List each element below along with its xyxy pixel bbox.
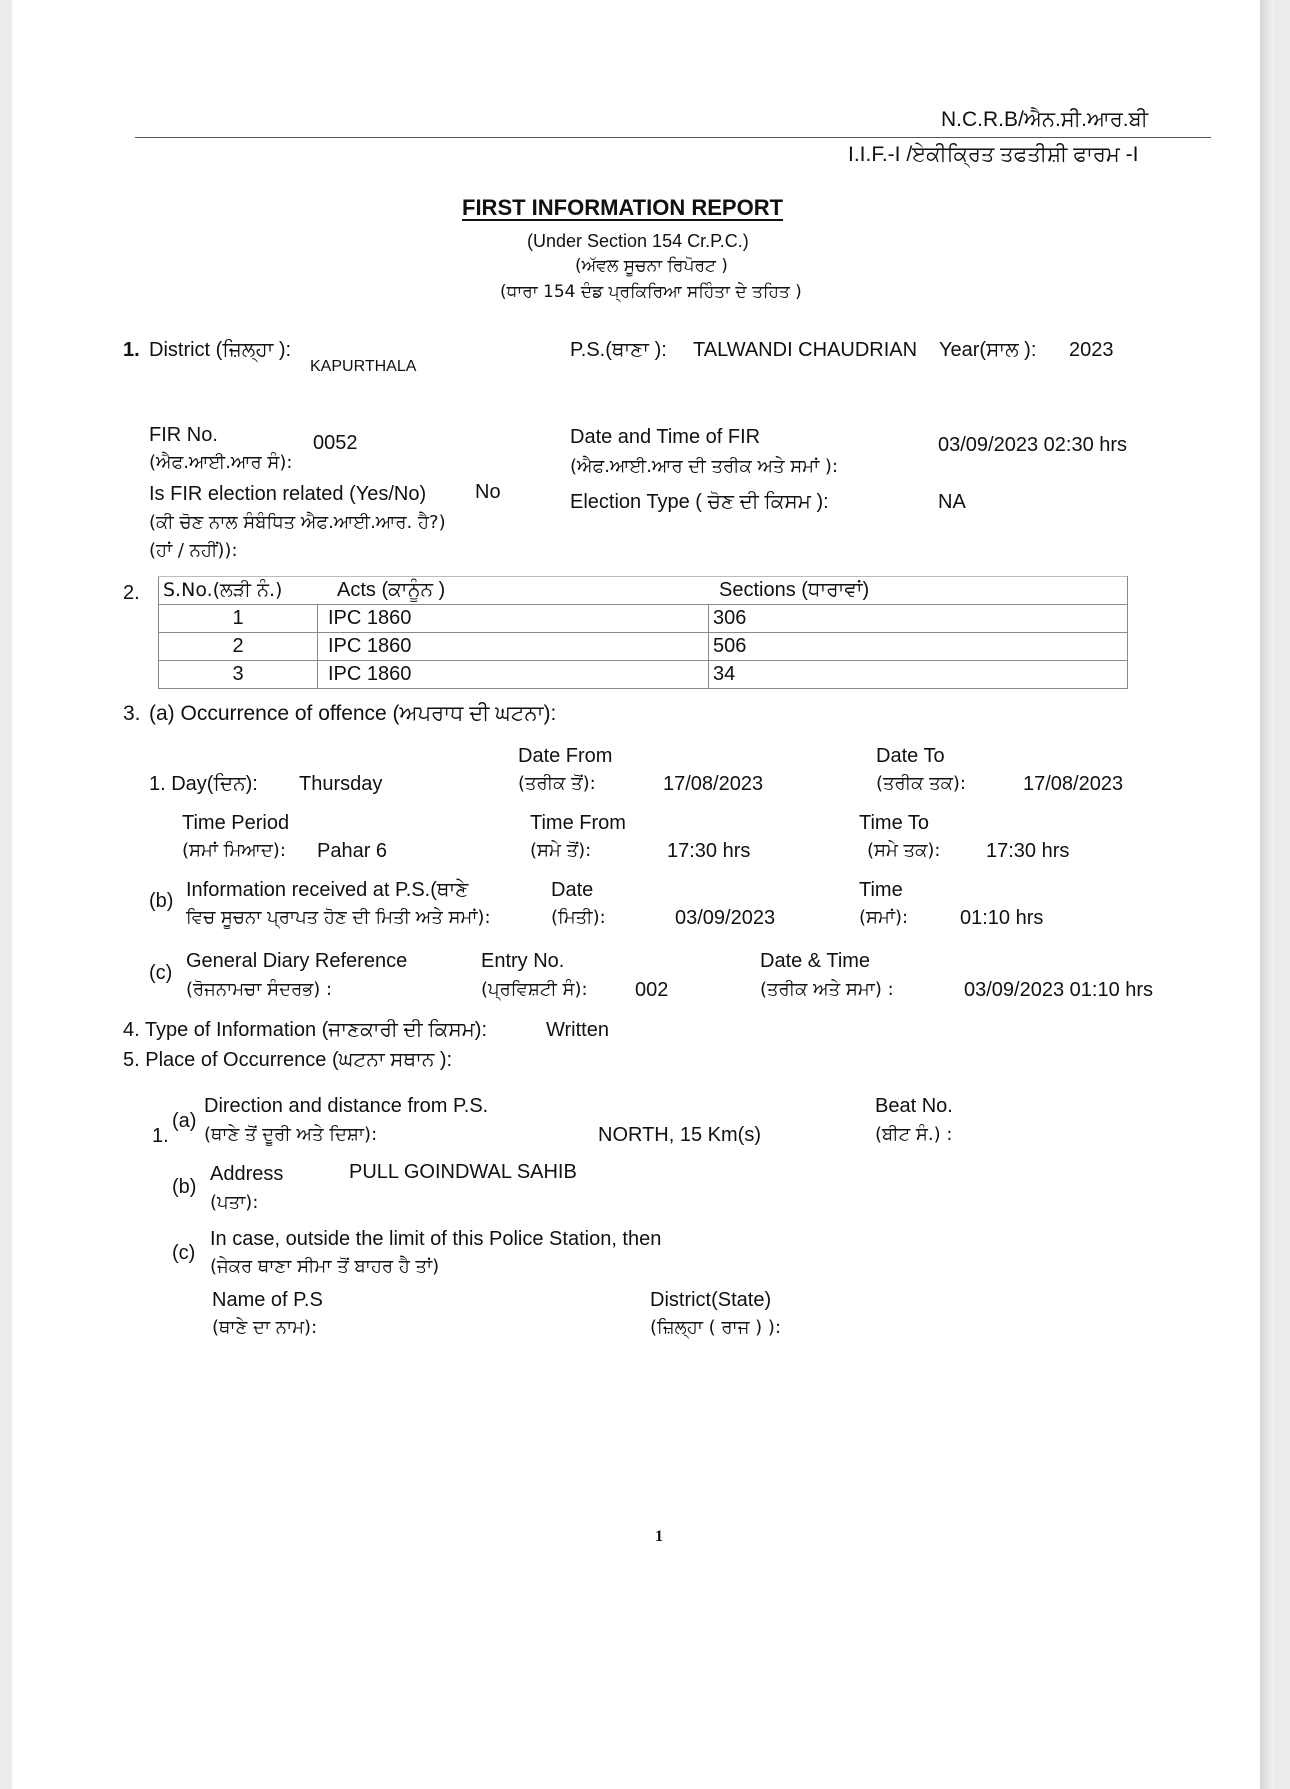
- name-of-ps-label: Name of P.S: [212, 1289, 323, 1311]
- section-2-number: 2.: [123, 582, 140, 604]
- row-act: IPC 1860: [318, 661, 709, 689]
- fir-no-label: FIR No.: [149, 424, 218, 446]
- beat-no-label: Beat No.: [875, 1095, 953, 1117]
- entry-no-label: Entry No.: [481, 950, 565, 972]
- info-date-value: 03/09/2023: [675, 907, 776, 929]
- info-time-value: 01:10 hrs: [960, 907, 1044, 929]
- year-value: 2023: [1069, 339, 1114, 361]
- info-received-marker: (b): [149, 890, 174, 912]
- row-sno: 3: [159, 661, 318, 689]
- fir-no-value: 0052: [313, 432, 358, 454]
- day-label: 1. Day(ਦਿਨ):: [149, 773, 258, 795]
- date-to-value: 17/08/2023: [1023, 773, 1124, 795]
- address-marker: (b): [172, 1176, 197, 1198]
- row-act: IPC 1860: [318, 605, 709, 633]
- info-date-label: Date: [551, 879, 594, 901]
- info-type-value: Written: [546, 1019, 609, 1041]
- info-received-label: Information received at P.S.(ਥਾਣੇ: [186, 879, 469, 901]
- day-value: Thursday: [299, 773, 383, 795]
- table-header-row: [159, 577, 1128, 605]
- col-sno-header: S.No.(ਲੜੀ ਨੰ.): [159, 577, 318, 605]
- gd-datetime-label: Date & Time: [760, 950, 871, 972]
- report-subtitle-en: (Under Section 154 Cr.P.C.): [527, 231, 749, 251]
- report-subtitle-pa: (ਅੱਵਲ ਸੂਚਨਾ ਰਿਪੋਰਟ ): [575, 256, 728, 276]
- time-from-label-pa: (ਸਮੇ ਤੋਂ):: [530, 840, 592, 861]
- time-to-label-pa: (ਸਮੇ ਤਕ):: [867, 840, 941, 861]
- place-item-number: 1.: [152, 1125, 169, 1147]
- date-to-label-pa: (ਤਰੀਕ ਤਕ):: [876, 773, 967, 794]
- district-label: District (ਜ਼ਿਲ੍ਹਾ ):: [149, 339, 292, 361]
- address-label: Address: [210, 1163, 284, 1185]
- beat-no-label-pa: (ਬੀਟ ਸੰ.) :: [875, 1124, 953, 1145]
- table-row: [159, 605, 1128, 633]
- ps-value: TALWANDI CHAUDRIAN: [693, 339, 918, 361]
- row-act: IPC 1860: [318, 633, 709, 661]
- table-row: [159, 661, 1128, 689]
- district-state-label-pa: (ਜ਼ਿਲ੍ਹਾ ( ਰਾਜ ) ):: [650, 1317, 782, 1338]
- col-acts-header: Acts (ਕਾਨੂੰਨ ): [318, 577, 709, 605]
- district-state-label: District(State): [650, 1289, 772, 1311]
- time-from-value: 17:30 hrs: [667, 840, 751, 862]
- direction-label-pa: (ਥਾਣੇ ਤੋਂ ਦੂਰੀ ਅਤੇ ਦਿਸ਼ਾ):: [204, 1124, 378, 1145]
- fir-no-label-pa: (ਐਫ.ਆਈ.ਆਰ ਸੰ):: [149, 452, 293, 473]
- row-section: 506: [709, 633, 1128, 661]
- time-to-value: 17:30 hrs: [986, 840, 1070, 862]
- ncrb-header: N.C.R.B/ਐਨ.ਸੀ.ਆਰ.ਬੀ: [941, 108, 1149, 131]
- direction-label: Direction and distance from P.S.: [204, 1095, 489, 1117]
- outside-limit-marker: (c): [172, 1242, 196, 1264]
- address-label-pa: (ਪਤਾ):: [210, 1192, 259, 1213]
- year-label: Year(ਸਾਲ ):: [939, 339, 1037, 361]
- place-of-occurrence-label: 5. Place of Occurrence (ਘਟਨਾ ਸਥਾਨ ):: [123, 1049, 453, 1071]
- info-date-label-pa: (ਮਿਤੀ):: [551, 907, 606, 928]
- section-3-number: 3.: [123, 702, 141, 725]
- election-related-value: No: [475, 481, 501, 503]
- time-period-label: Time Period: [182, 812, 290, 834]
- direction-value: NORTH, 15 Km(s): [598, 1124, 761, 1146]
- gd-datetime-label-pa: (ਤਰੀਕ ਅਤੇ ਸਮਾ) :: [760, 979, 894, 1000]
- time-to-label: Time To: [859, 812, 930, 834]
- fir-datetime-value: 03/09/2023 02:30 hrs: [938, 434, 1128, 456]
- outside-limit-label: In case, outside the limit of this Police Station, then: [210, 1228, 662, 1250]
- entry-no-label-pa: (ਪ੍ਰਵਿਸ਼ਟੀ ਸੰ):: [481, 979, 588, 1000]
- district-value: KAPURTHALA: [310, 358, 417, 375]
- outside-limit-label-pa: (ਜੇਕਰ ਥਾਣਾ ਸੀਮਾ ਤੋਂ ਬਾਹਰ ਹੈ ਤਾਂ): [210, 1256, 440, 1277]
- date-from-label-pa: (ਤਰੀਕ ਤੋਂ):: [518, 773, 596, 794]
- page-edge-shadow: [1260, 0, 1274, 1789]
- date-to-label: Date To: [876, 745, 945, 767]
- fir-datetime-label-pa: (ਐਫ.ਆਈ.ਆਰ ਦੀ ਤਰੀਕ ਅਤੇ ਸਮਾਂ ):: [570, 456, 839, 477]
- page-number: 1: [655, 1528, 663, 1545]
- time-period-label-pa: (ਸਮਾਂ ਮਿਆਦ):: [182, 840, 286, 861]
- gd-datetime-value: 03/09/2023 01:10 hrs: [964, 979, 1154, 1001]
- election-type-value: NA: [938, 491, 966, 513]
- info-type-label: 4. Type of Information (ਜਾਣਕਾਰੀ ਦੀ ਕਿਸਮ):: [123, 1019, 488, 1041]
- row-sno: 1: [159, 605, 318, 633]
- table-row: [159, 633, 1128, 661]
- gd-reference-marker: (c): [149, 962, 173, 984]
- acts-sections-table: [158, 576, 1128, 689]
- info-time-label: Time: [859, 879, 903, 901]
- address-value: PULL GOINDWAL SAHIB: [349, 1161, 577, 1183]
- row-section: 306: [709, 605, 1128, 633]
- document-page: [12, 0, 1274, 1789]
- gd-reference-label-pa: (ਰੋਜਨਾਮਚਾ ਸੰਦਰਭ) :: [186, 979, 333, 1000]
- report-title: FIRST INFORMATION REPORT: [462, 195, 784, 220]
- direction-marker: (a): [172, 1110, 197, 1132]
- iif-header: I.I.F.-I /ਏਕੀਕ੍ਰਿਤ ਤਫਤੀਸ਼ੀ ਫਾਰਮ -I: [848, 143, 1139, 166]
- election-related-label: Is FIR election related (Yes/No): [149, 483, 427, 505]
- report-subtitle-pa-section: (ਧਾਰਾ 154 ਦੰਡ ਪ੍ਰਕਿਰਿਆ ਸਹਿੰਤਾ ਦੇ ਤਹਿਤ ): [500, 282, 802, 302]
- election-related-label-pa: (ਕੀ ਚੋਣ ਨਾਲ ਸੰਬੰਧਿਤ ਐਫ.ਆਈ.ਆਰ. ਹੈ?): [149, 512, 446, 533]
- section-1-number: 1.: [123, 339, 140, 361]
- gd-reference-label: General Diary Reference: [186, 950, 408, 972]
- election-type-label: Election Type ( ਚੋਣ ਦੀ ਕਿਸਮ ):: [570, 491, 829, 513]
- time-from-label: Time From: [530, 812, 626, 834]
- row-sno: 2: [159, 633, 318, 661]
- name-of-ps-label-pa: (ਥਾਣੇ ਦਾ ਨਾਮ):: [212, 1317, 318, 1338]
- info-time-label-pa: (ਸਮਾਂ):: [859, 907, 909, 928]
- col-sections-header: Sections (ਧਾਰਾਵਾਂ): [709, 577, 1128, 605]
- occurrence-heading: (a) Occurrence of offence (ਅਪਰਾਧ ਦੀ ਘਟਨਾ):: [149, 702, 557, 725]
- date-from-value: 17/08/2023: [663, 773, 764, 795]
- election-related-yes-no-pa: (ਹਾਂ / ਨਹੀਂ)):: [149, 540, 238, 561]
- header-rule: [135, 137, 1211, 138]
- info-received-label-pa: ਵਿਚ ਸੂਚਨਾ ਪ੍ਰਾਪਤ ਹੋਣ ਦੀ ਮਿਤੀ ਅਤੇ ਸਮਾਂ):: [186, 907, 491, 928]
- ps-label: P.S.(ਥਾਣਾ ):: [570, 339, 667, 361]
- date-from-label: Date From: [518, 745, 613, 767]
- entry-no-value: 002: [635, 979, 669, 1001]
- time-period-value: Pahar 6: [317, 840, 388, 862]
- fir-datetime-label: Date and Time of FIR: [570, 426, 761, 448]
- row-section: 34: [709, 661, 1128, 689]
